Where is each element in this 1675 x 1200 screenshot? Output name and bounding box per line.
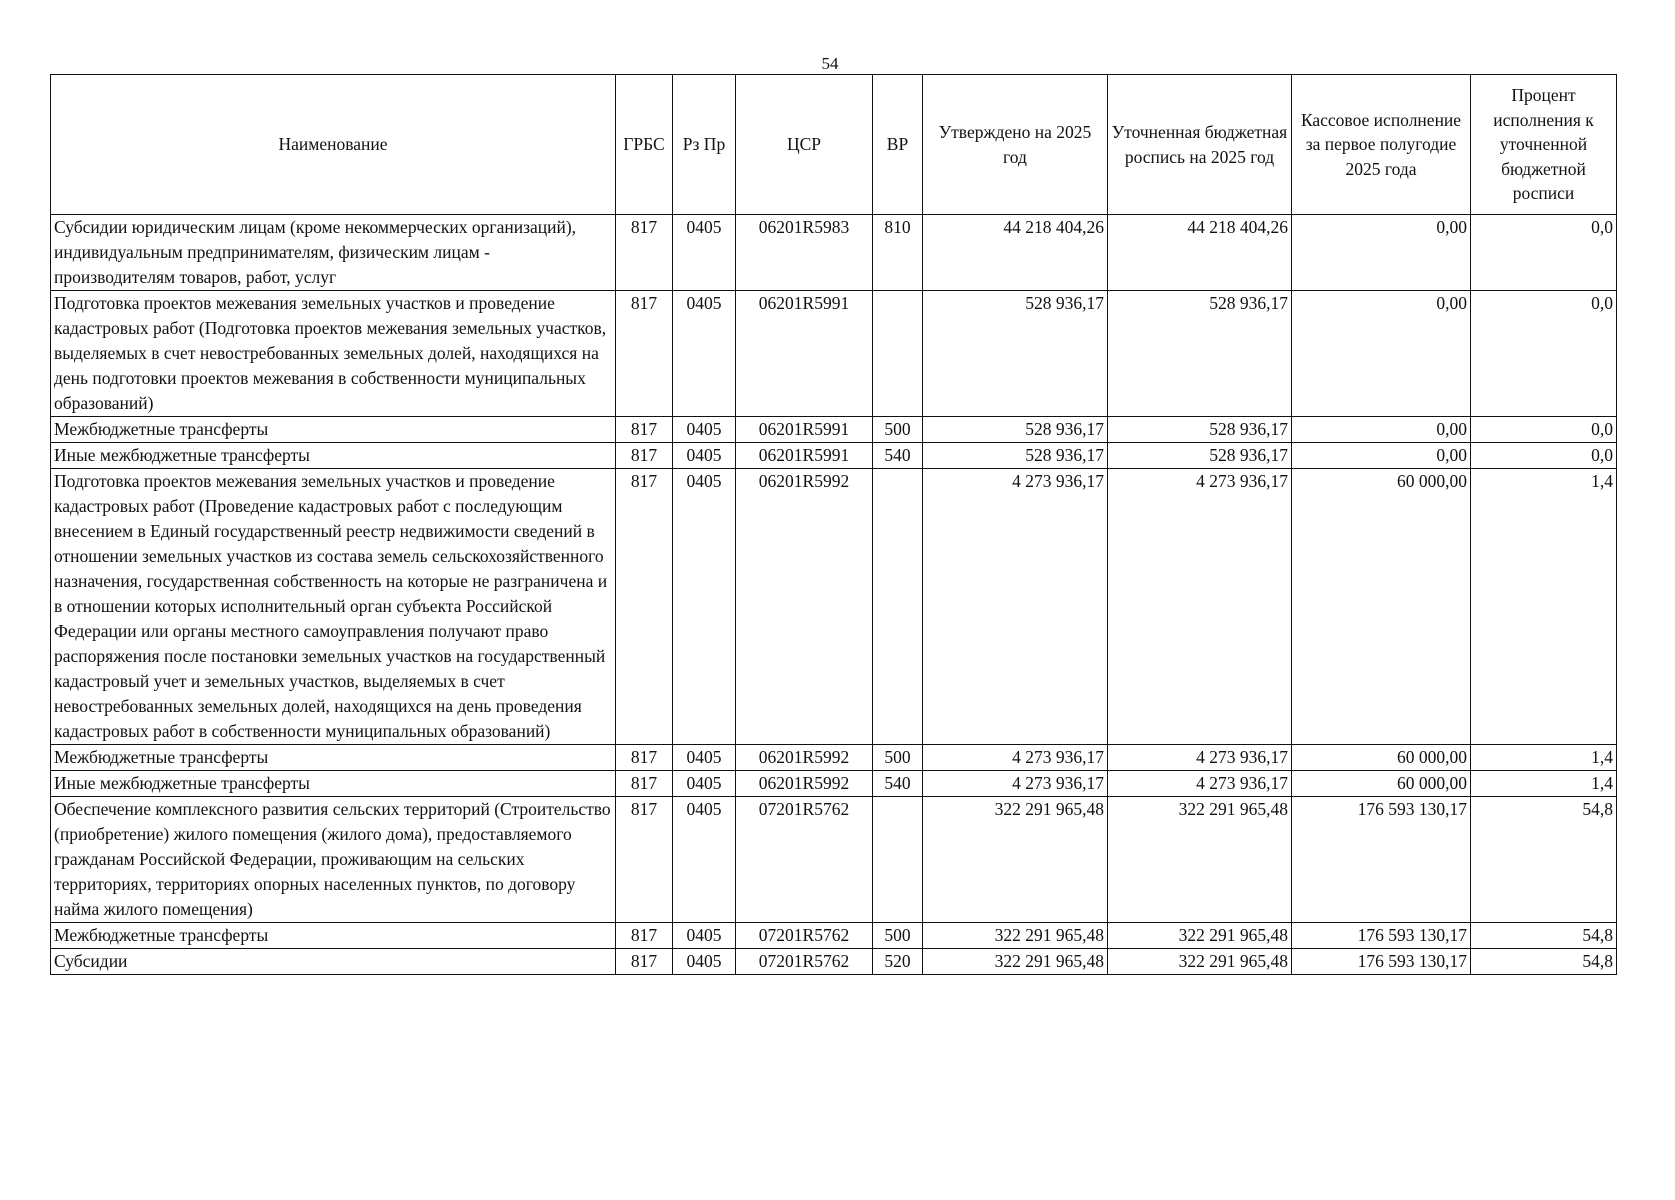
- cell-vr: [873, 291, 923, 417]
- cell-executed: 60 000,00: [1292, 771, 1471, 797]
- budget-table: [50, 74, 1617, 975]
- cell-rzpr: 0405: [673, 443, 736, 469]
- cell-vr: 540: [873, 443, 923, 469]
- cell-percent: 0,0: [1471, 291, 1617, 417]
- cell-approved: 4 273 936,17: [923, 469, 1108, 745]
- cell-name: Субсидии юридическим лицам (кроме некоммерческих организаций), индивидуальным предпринимателям, физическим лицам - производителям товаров, работ, услуг: [51, 215, 616, 291]
- cell-csr: 06201R5992: [736, 745, 873, 771]
- cell-refined: 4 273 936,17: [1108, 771, 1292, 797]
- table-row: [51, 923, 1617, 949]
- cell-name: Межбюджетные трансферты: [51, 923, 616, 949]
- table-row: [51, 771, 1617, 797]
- cell-csr: 06201R5992: [736, 469, 873, 745]
- cell-rzpr: 0405: [673, 469, 736, 745]
- table-header: [51, 75, 1617, 215]
- cell-approved: 528 936,17: [923, 443, 1108, 469]
- cell-refined: 528 936,17: [1108, 417, 1292, 443]
- cell-percent: 0,0: [1471, 443, 1617, 469]
- cell-rzpr: 0405: [673, 771, 736, 797]
- cell-vr: [873, 469, 923, 745]
- cell-name: Иные межбюджетные трансферты: [51, 771, 616, 797]
- cell-csr: 06201R5983: [736, 215, 873, 291]
- cell-approved: 528 936,17: [923, 417, 1108, 443]
- column-header-percent: Процент исполнения к уточненной бюджетной росписи: [1471, 75, 1617, 215]
- cell-percent: 54,8: [1471, 923, 1617, 949]
- cell-grbs: 817: [616, 797, 673, 923]
- table-row: [51, 443, 1617, 469]
- cell-vr: 500: [873, 745, 923, 771]
- cell-grbs: 817: [616, 215, 673, 291]
- cell-vr: 810: [873, 215, 923, 291]
- cell-percent: 1,4: [1471, 469, 1617, 745]
- cell-csr: 07201R5762: [736, 949, 873, 975]
- cell-rzpr: 0405: [673, 797, 736, 923]
- table-row: [51, 797, 1617, 923]
- column-header-vr: ВР: [873, 75, 923, 215]
- cell-approved: 4 273 936,17: [923, 771, 1108, 797]
- table-row: [51, 745, 1617, 771]
- column-header-name: Наименование: [51, 75, 616, 215]
- cell-executed: 0,00: [1292, 443, 1471, 469]
- cell-grbs: 817: [616, 771, 673, 797]
- cell-refined: 44 218 404,26: [1108, 215, 1292, 291]
- cell-percent: 1,4: [1471, 745, 1617, 771]
- cell-refined: 322 291 965,48: [1108, 949, 1292, 975]
- cell-csr: 07201R5762: [736, 797, 873, 923]
- cell-csr: 06201R5991: [736, 443, 873, 469]
- cell-approved: 44 218 404,26: [923, 215, 1108, 291]
- cell-approved: 4 273 936,17: [923, 745, 1108, 771]
- cell-grbs: 817: [616, 469, 673, 745]
- cell-executed: 0,00: [1292, 291, 1471, 417]
- cell-name: Обеспечение комплексного развития сельских территорий (Строительство (приобретение) жилого помещения (жилого дома), предоставляемого гражданам Российской Федерации, проживающим на сельских территориях, территориях опорных населенных пунктов, по договору найма жилого помещения): [51, 797, 616, 923]
- cell-rzpr: 0405: [673, 291, 736, 417]
- cell-refined: 528 936,17: [1108, 291, 1292, 417]
- cell-vr: 540: [873, 771, 923, 797]
- table-row: [51, 215, 1617, 291]
- cell-vr: [873, 797, 923, 923]
- table-row: [51, 291, 1617, 417]
- cell-approved: 528 936,17: [923, 291, 1108, 417]
- cell-refined: 322 291 965,48: [1108, 923, 1292, 949]
- cell-executed: 0,00: [1292, 417, 1471, 443]
- cell-grbs: 817: [616, 417, 673, 443]
- cell-name: Субсидии: [51, 949, 616, 975]
- cell-grbs: 817: [616, 923, 673, 949]
- cell-executed: 176 593 130,17: [1292, 797, 1471, 923]
- cell-csr: 06201R5991: [736, 417, 873, 443]
- column-header-executed: Кассовое исполнение за первое полугодие 2025 года: [1292, 75, 1471, 215]
- cell-name: Иные межбюджетные трансферты: [51, 443, 616, 469]
- cell-name: Межбюджетные трансферты: [51, 417, 616, 443]
- cell-vr: 500: [873, 923, 923, 949]
- cell-name: Межбюджетные трансферты: [51, 745, 616, 771]
- cell-percent: 1,4: [1471, 771, 1617, 797]
- cell-name: Подготовка проектов межевания земельных участков и проведение кадастровых работ (Проведение кадастровых работ с последующим внесением в Единый государственный реестр недвижимости сведений в отношении земельных участков из состава земель сельскохозяйственного назначения, государственная собственность на которые не разграничена и в отношении которых исполнительный орган субъекта Российской Федерации или органы местного самоуправления получают право распоряжения после постановки земельных участков на государственный кадастровый учет и земельных участков, выделяемых в счет невостребованных земельных долей, находящихся на день проведения кадастровых работ в собственности муниципальных образований): [51, 469, 616, 745]
- cell-executed: 176 593 130,17: [1292, 949, 1471, 975]
- cell-approved: 322 291 965,48: [923, 949, 1108, 975]
- column-header-grbs: ГРБС: [616, 75, 673, 215]
- cell-csr: 07201R5762: [736, 923, 873, 949]
- cell-grbs: 817: [616, 949, 673, 975]
- cell-executed: 176 593 130,17: [1292, 923, 1471, 949]
- cell-csr: 06201R5992: [736, 771, 873, 797]
- cell-percent: 54,8: [1471, 949, 1617, 975]
- cell-executed: 60 000,00: [1292, 745, 1471, 771]
- cell-vr: 520: [873, 949, 923, 975]
- cell-executed: 60 000,00: [1292, 469, 1471, 745]
- cell-percent: 0,0: [1471, 417, 1617, 443]
- cell-rzpr: 0405: [673, 949, 736, 975]
- cell-rzpr: 0405: [673, 745, 736, 771]
- cell-approved: 322 291 965,48: [923, 923, 1108, 949]
- column-header-csr: ЦСР: [736, 75, 873, 215]
- cell-vr: 500: [873, 417, 923, 443]
- table-row: [51, 949, 1617, 975]
- cell-grbs: 817: [616, 443, 673, 469]
- cell-refined: 528 936,17: [1108, 443, 1292, 469]
- cell-csr: 06201R5991: [736, 291, 873, 417]
- column-header-approved: Утверждено на 2025 год: [923, 75, 1108, 215]
- cell-percent: 0,0: [1471, 215, 1617, 291]
- column-header-refined: Уточненная бюджетная роспись на 2025 год: [1108, 75, 1292, 215]
- cell-rzpr: 0405: [673, 923, 736, 949]
- cell-refined: 4 273 936,17: [1108, 469, 1292, 745]
- table-row: [51, 417, 1617, 443]
- cell-refined: 4 273 936,17: [1108, 745, 1292, 771]
- cell-grbs: 817: [616, 745, 673, 771]
- cell-rzpr: 0405: [673, 417, 736, 443]
- page-number: 54: [821, 54, 839, 73]
- cell-name: Подготовка проектов межевания земельных участков и проведение кадастровых работ (Подготовка проектов межевания земельных участков, выделяемых в счет невостребованных земельных долей, находящихся на день подготовки проектов межевания в собственности муниципальных образований): [51, 291, 616, 417]
- cell-rzpr: 0405: [673, 215, 736, 291]
- cell-grbs: 817: [616, 291, 673, 417]
- cell-approved: 322 291 965,48: [923, 797, 1108, 923]
- column-header-rzpr: Рз Пр: [673, 75, 736, 215]
- table-row: [51, 469, 1617, 745]
- cell-executed: 0,00: [1292, 215, 1471, 291]
- cell-percent: 54,8: [1471, 797, 1617, 923]
- cell-refined: 322 291 965,48: [1108, 797, 1292, 923]
